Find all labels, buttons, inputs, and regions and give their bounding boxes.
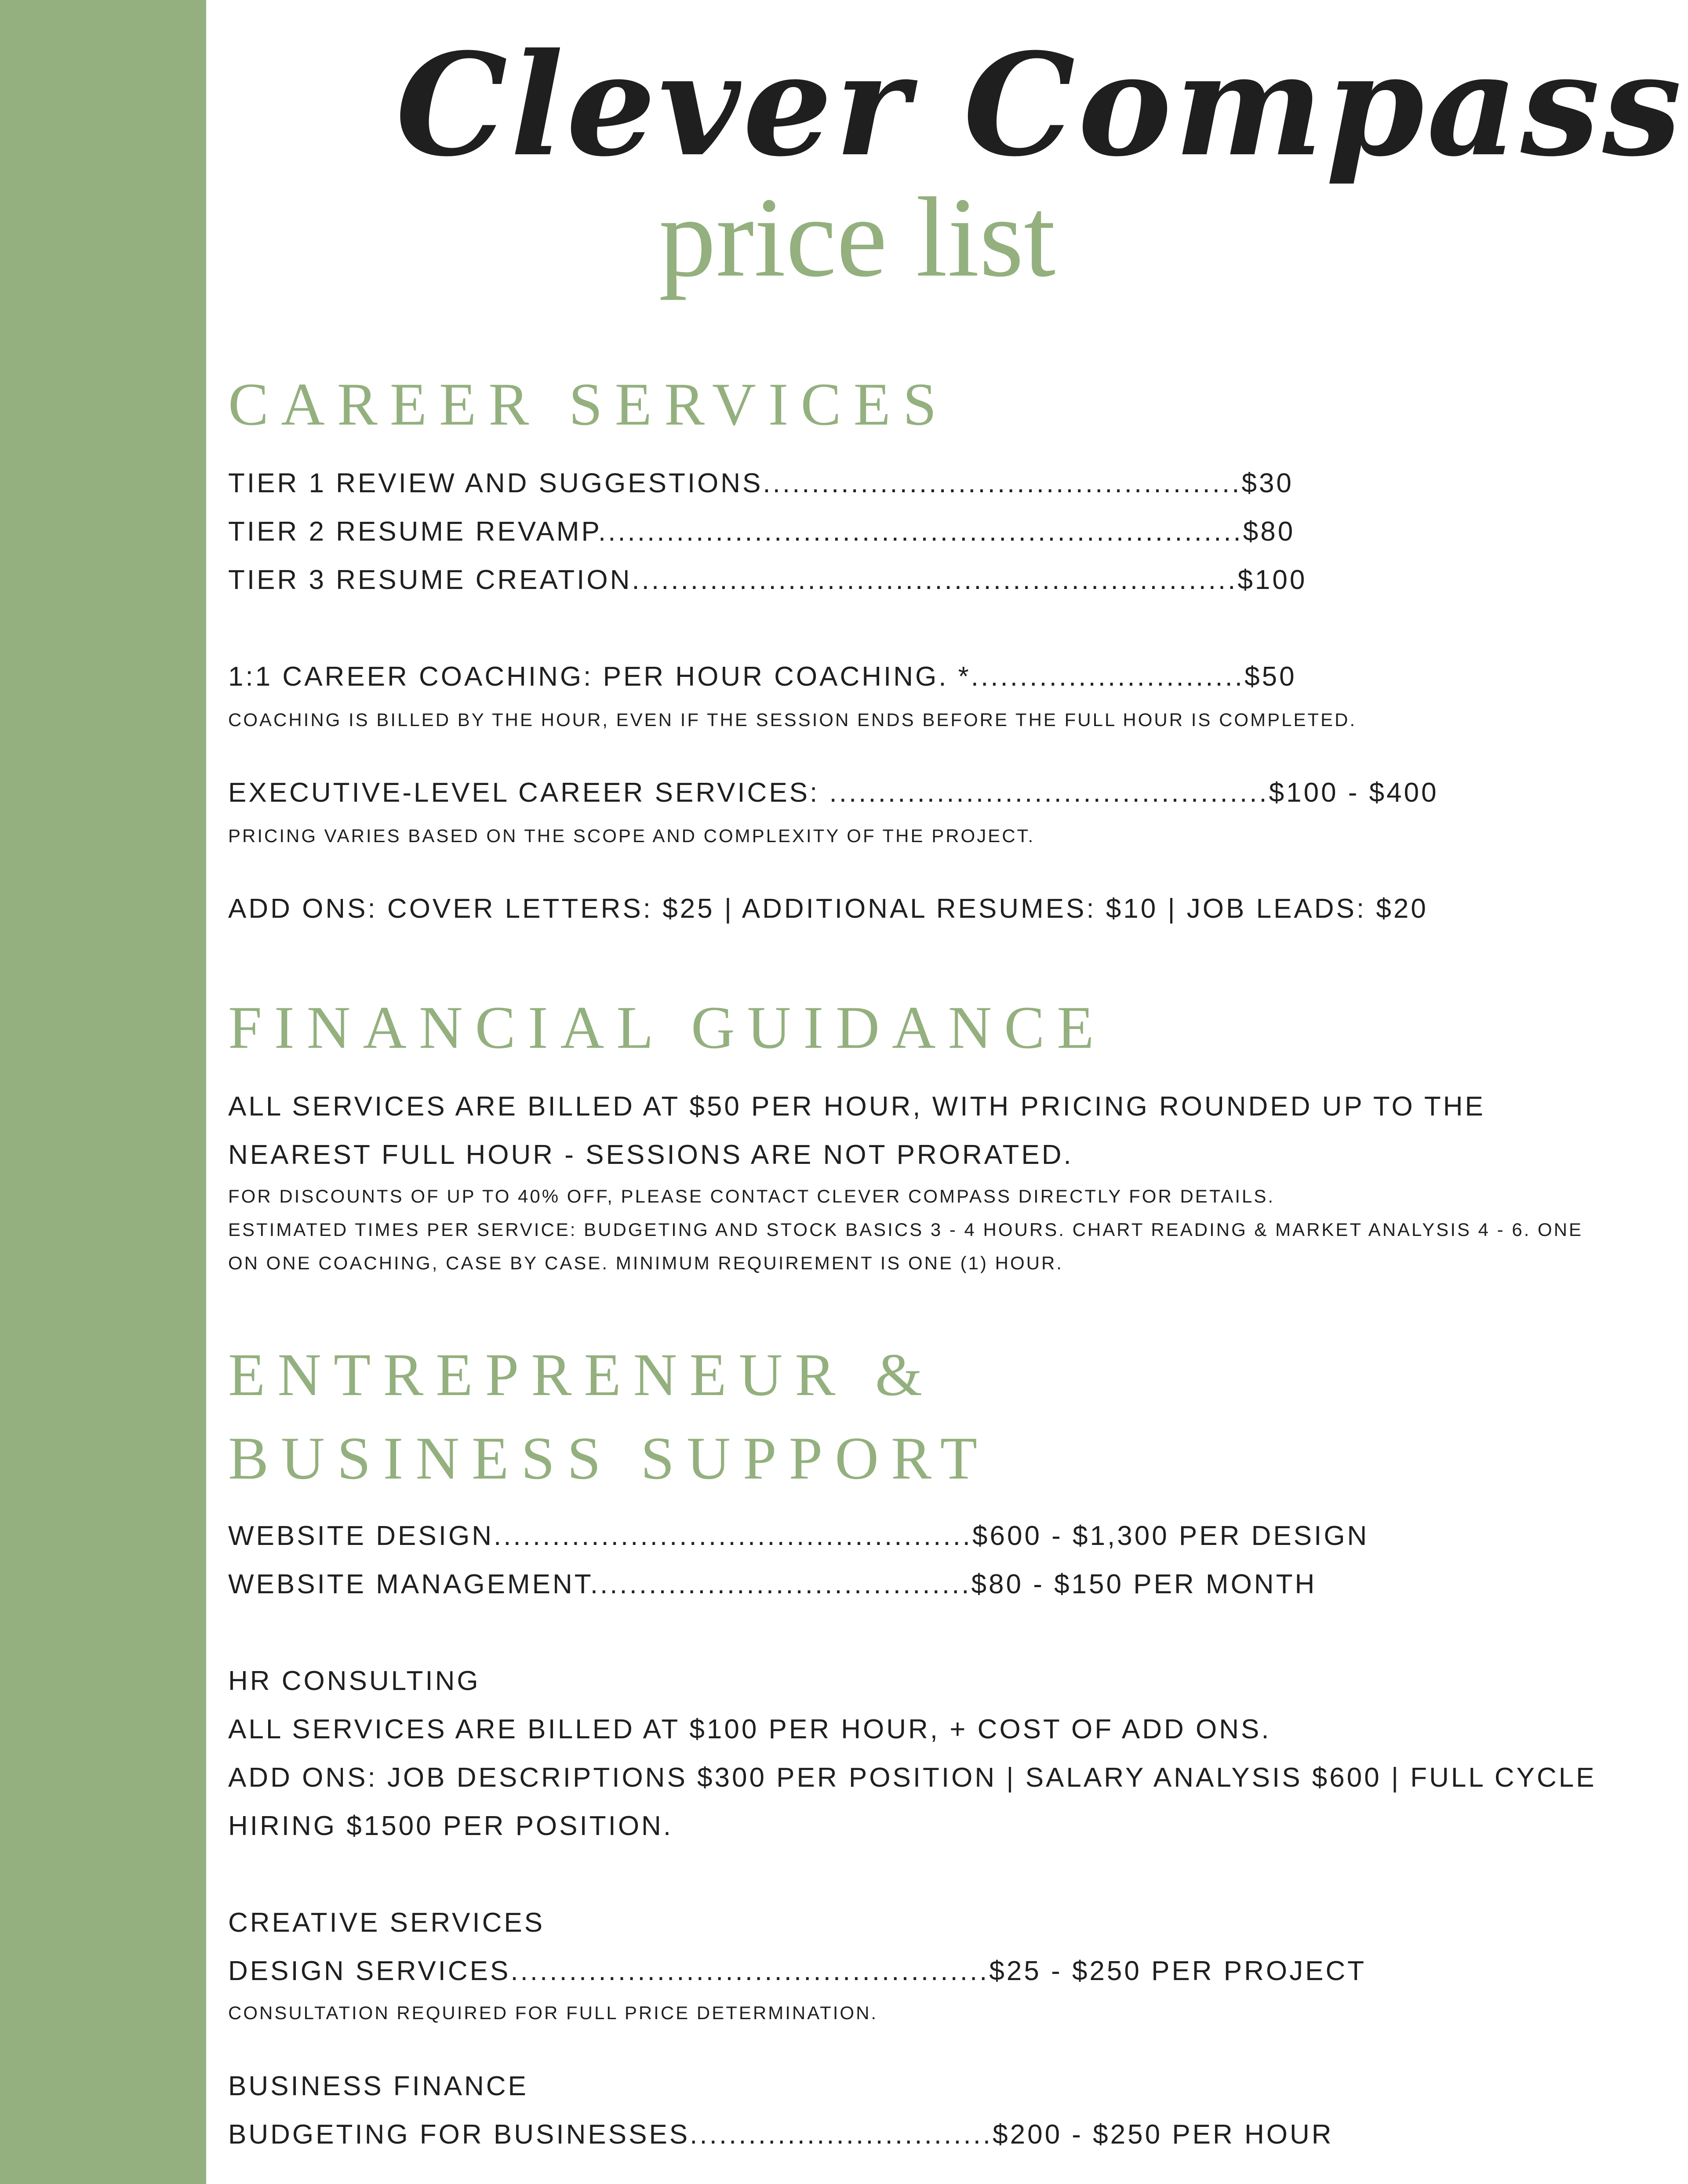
financial-times-note-line2: ON ONE COACHING, CASE BY CASE. MINIMUM REQUIREMENT IS ONE (1) HOUR. bbox=[228, 1253, 1063, 1273]
hr-billing-line: ALL SERVICES ARE BILLED AT $100 PER HOUR, + COST OF ADD ONS. bbox=[228, 1714, 1271, 1744]
financial-billing-line2: NEAREST FULL HOUR - SESSIONS ARE NOT PRORATED. bbox=[228, 1140, 1073, 1170]
hr-addons-line2: HIRING $1500 PER POSITION. bbox=[228, 1811, 673, 1841]
career-tier2-item: TIER 2 RESUME REVAMP..................................................................$80 bbox=[228, 516, 1295, 547]
career-addons-item: ADD ONS: COVER LETTERS: $25 | ADDITIONAL RESUMES: $10 | JOB LEADS: $20 bbox=[228, 894, 1428, 924]
financial-guidance-heading: FINANCIAL GUIDANCE bbox=[228, 994, 1106, 1061]
career-executive-item: EXECUTIVE-LEVEL CAREER SERVICES: .............................................$100 - $400 bbox=[228, 778, 1439, 808]
career-coaching-item: 1:1 CAREER COACHING: PER HOUR COACHING. *............................$50 bbox=[228, 661, 1297, 692]
career-tier3-item: TIER 3 RESUME CREATION..............................................................$100 bbox=[228, 565, 1307, 595]
career-executive-note: PRICING VARIES BASED ON THE SCOPE AND COMPLEXITY OF THE PROJECT. bbox=[228, 825, 1035, 846]
financial-billing-line1: ALL SERVICES ARE BILLED AT $50 PER HOUR, WITH PRICING ROUNDED UP TO THE bbox=[228, 1091, 1485, 1122]
financial-discount-note: FOR DISCOUNTS OF UP TO 40% OFF, PLEASE CONTACT CLEVER COMPASS DIRECTLY FOR DETAILS. bbox=[228, 1186, 1275, 1206]
business-support-heading-line1: ENTREPRENEUR & bbox=[228, 1341, 935, 1408]
career-tier1-item: TIER 1 REVIEW AND SUGGESTIONS.................................................$30 bbox=[228, 468, 1294, 498]
hr-addons-line1: ADD ONS: JOB DESCRIPTIONS $300 PER POSITION | SALARY ANALYSIS $600 | FULL CYCLE bbox=[228, 1762, 1597, 1793]
hr-consulting-title: HR CONSULTING bbox=[228, 1666, 480, 1696]
business-support-heading-line2: BUSINESS SUPPORT bbox=[228, 1425, 990, 1492]
website-management-item: WEBSITE MANAGEMENT.......................................$80 - $150 PER MONTH bbox=[228, 1569, 1317, 1599]
business-finance-title: BUSINESS FINANCE bbox=[228, 2071, 528, 2101]
website-design-item: WEBSITE DESIGN.................................................$600 - $1,300 PER DESIGN bbox=[228, 1521, 1369, 1551]
brand-title: Clever Compass bbox=[396, 23, 1684, 188]
design-services-item: DESIGN SERVICES.................................................$25 - $250 PER PROJECT bbox=[228, 1956, 1367, 1986]
budgeting-item: BUDGETING FOR BUSINESSES...............................$200 - $250 PER HOUR bbox=[228, 2119, 1334, 2150]
career-coaching-note: COACHING IS BILLED BY THE HOUR, EVEN IF THE SESSION ENDS BEFORE THE FULL HOUR IS COMPLETED. bbox=[228, 709, 1357, 730]
career-services-heading: CAREER SERVICES bbox=[228, 371, 949, 438]
financial-times-note-line1: ESTIMATED TIMES PER SERVICE: BUDGETING AND STOCK BASICS 3 - 4 HOURS. CHART READING & MARKET ANALYSIS 4 - 6. ONE bbox=[228, 1219, 1583, 1240]
creative-services-title: CREATIVE SERVICES bbox=[228, 1908, 545, 1938]
sidebar-accent-bar bbox=[0, 0, 206, 2184]
page-subtitle: price list bbox=[658, 174, 1056, 301]
design-services-note: CONSULTATION REQUIRED FOR FULL PRICE DETERMINATION. bbox=[228, 2002, 878, 2023]
